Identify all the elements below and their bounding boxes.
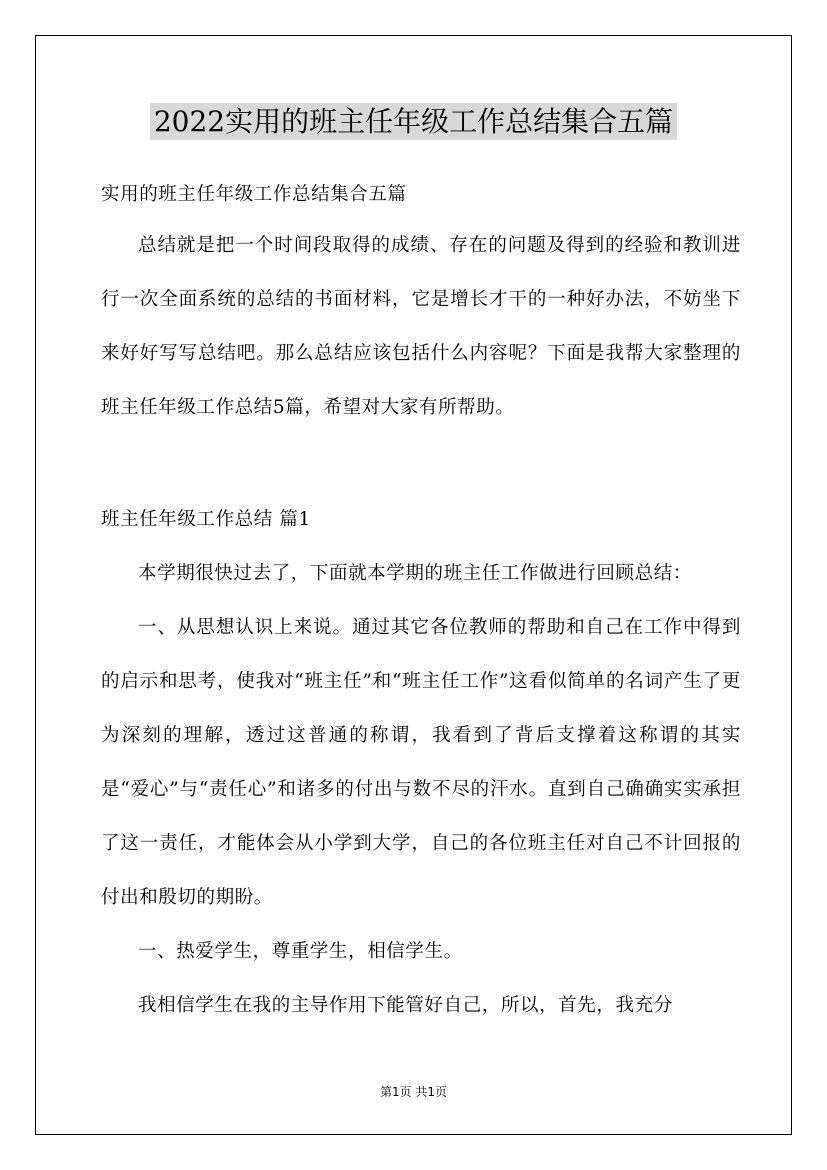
paragraph: 本学期很快过去了，下面就本学期的班主任工作做进行回顾总结： <box>138 563 692 584</box>
intro-paragraph: 总结就是把一个时间段取得的成绩、存在的问题及得到的经验和教训进行一次全面系统的总结的书面材料，它是增长才干的一种好办法，不妨坐下来好好写写总结吧。那么总结应该包括什么内容呢？下面是我帮大家整理的班主任年级工作总结5篇，希望对大家有所帮助。 <box>101 235 741 418</box>
section-body <box>101 547 741 1033</box>
paragraph: 我相信学生在我的主导作用下能管好自己，所以，首先，我充分 <box>138 995 673 1016</box>
page-footer: 第1页 共1页 <box>379 1085 448 1099</box>
document-title <box>0 100 827 144</box>
section-heading: 班主任年级工作总结 篇1 <box>101 509 311 530</box>
paragraph: 一、热爱学生，尊重学生，相信学生。 <box>138 941 463 962</box>
document-title-text: 2022实用的班主任年级工作总结集合五篇 <box>150 103 677 140</box>
paragraph: 一、从思想认识上来说。通过其它各位教师的帮助和自己在工作中得到的启示和思考，使我对“班主任”和“班主任工作”这看似简单的名词产生了更为深刻的理解，透过这普通的称谓，我看到了背后支撑着这称谓的其实是“爱心”与“责任心”和诸多的付出与数不尽的汗水。直到自己确确实实承担了这一责任，才能体会从小学到大学，自己的各位班主任对自己不计回报的付出和殷切的期盼。 <box>101 617 741 908</box>
document-subtitle: 实用的班主任年级工作总结集合五篇 <box>101 184 407 205</box>
